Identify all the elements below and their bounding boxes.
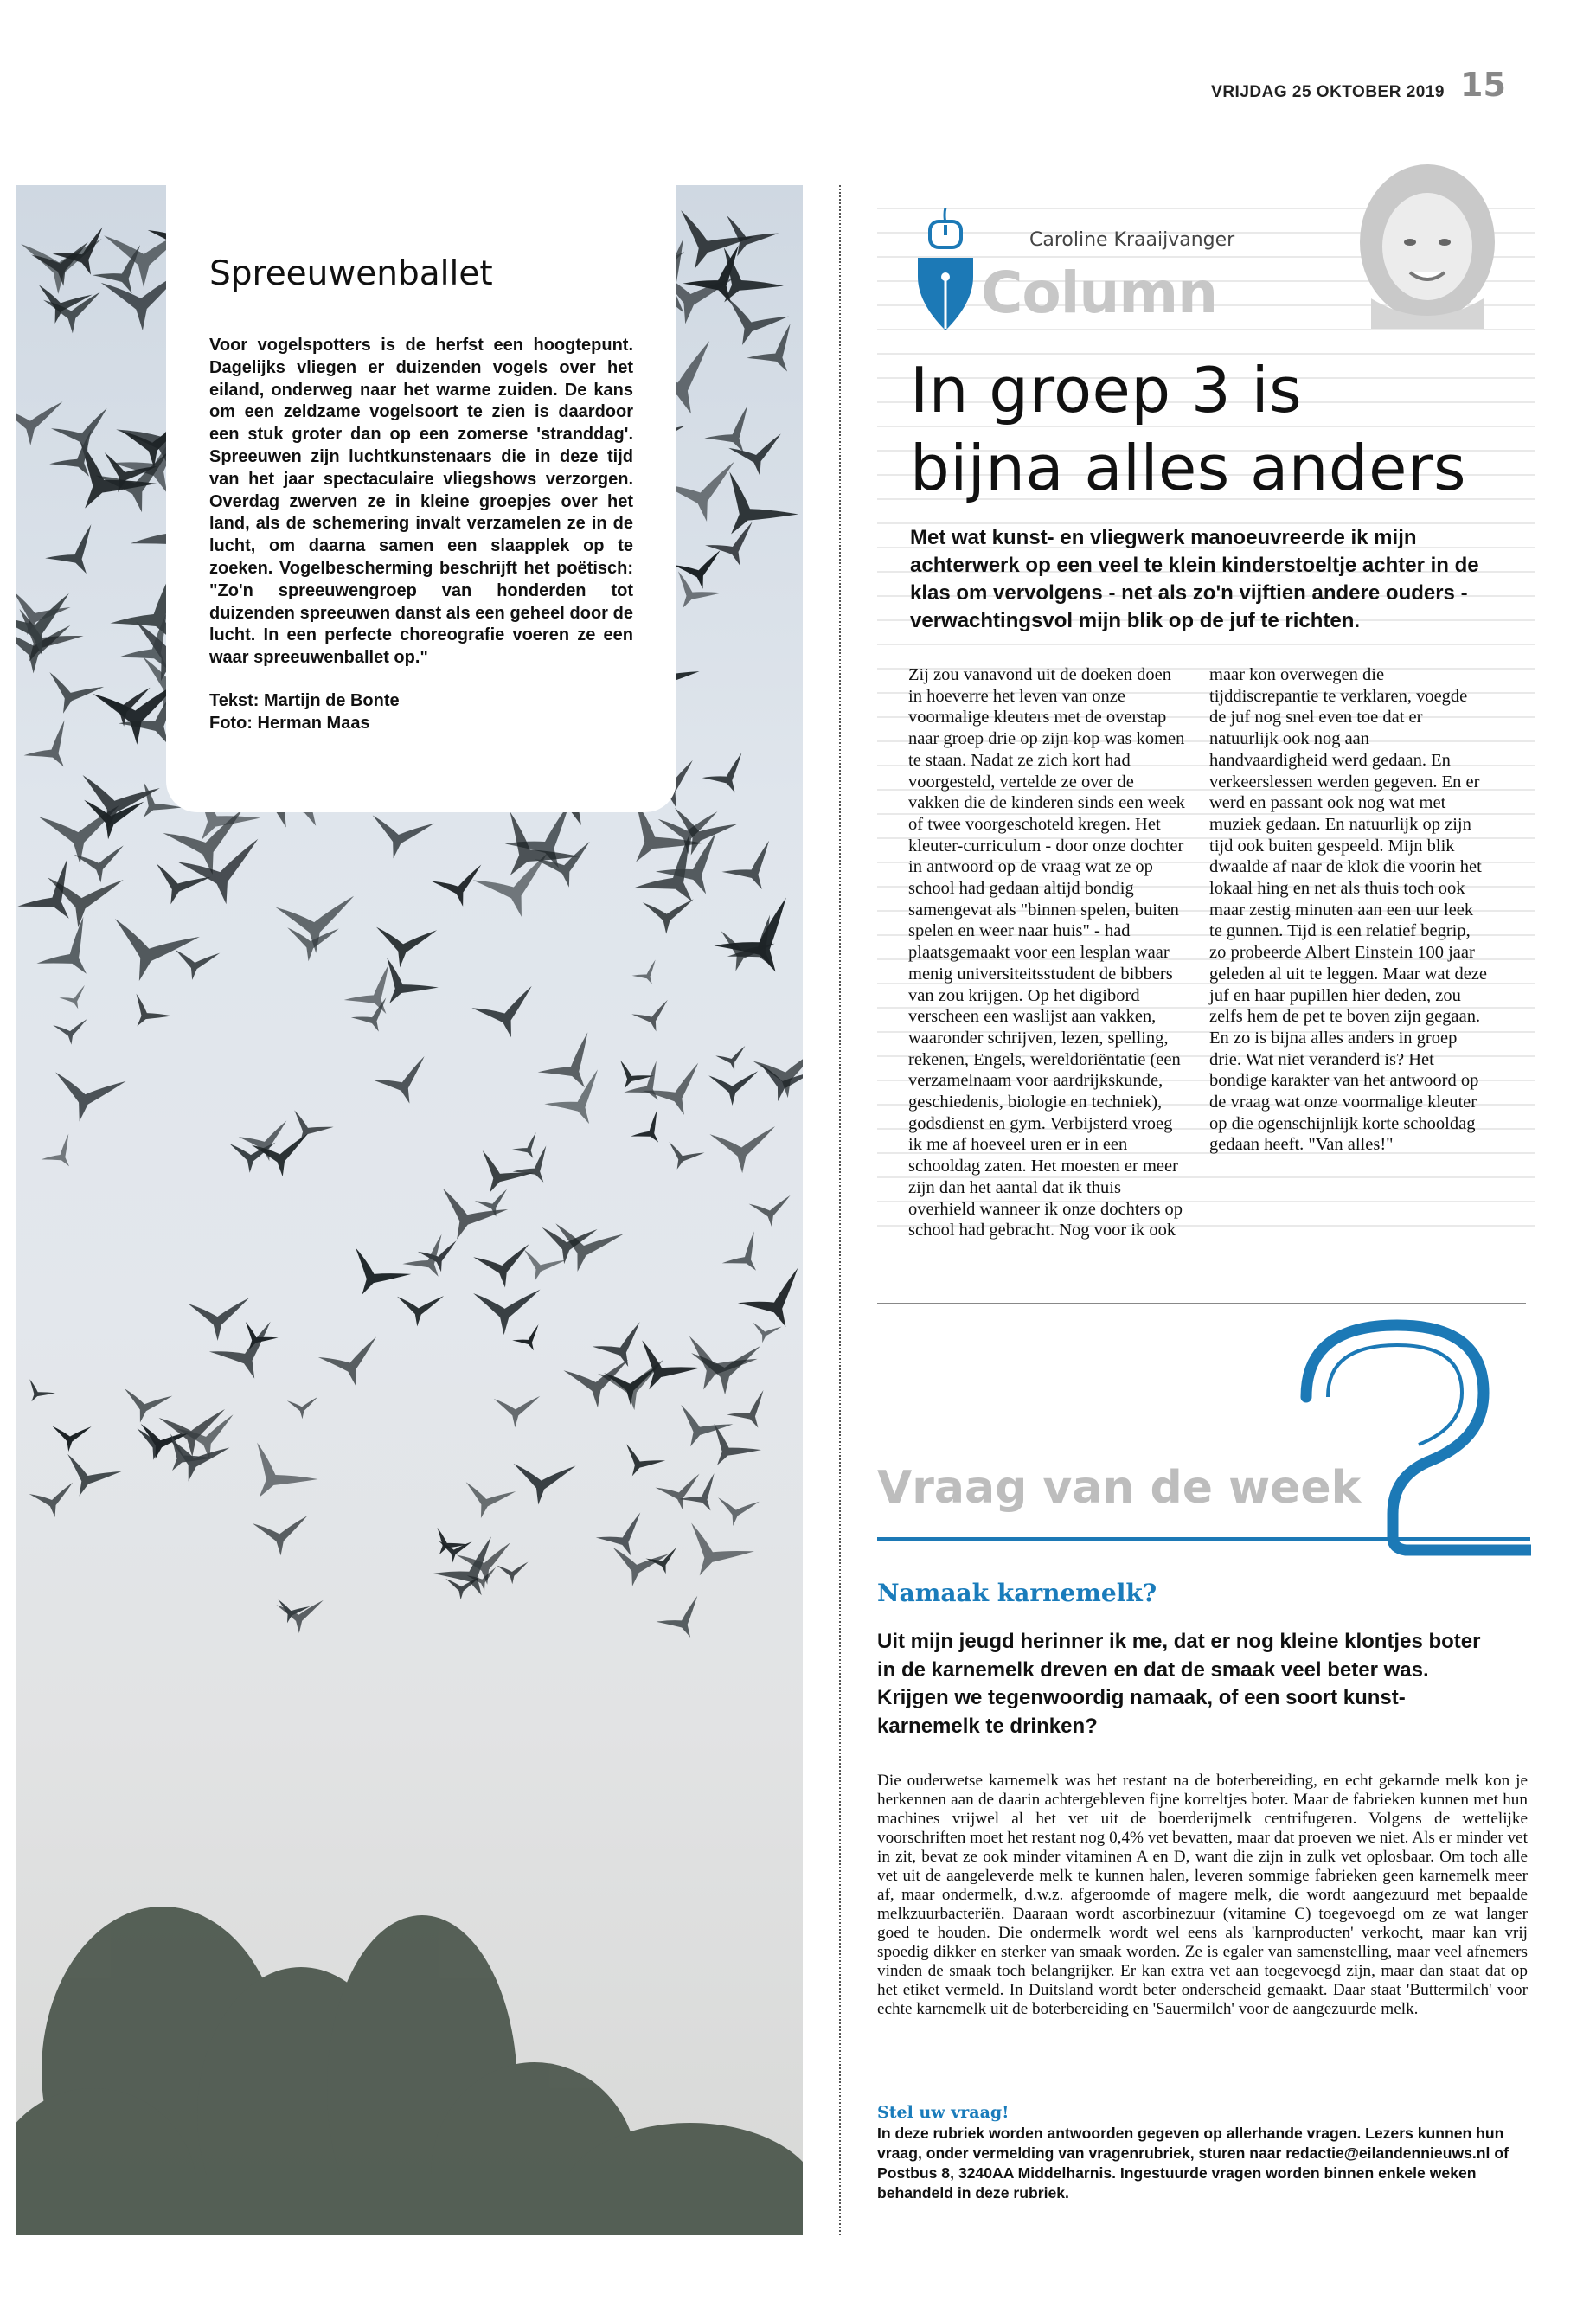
bird-silhouette bbox=[430, 865, 490, 913]
bird-silhouette bbox=[642, 898, 694, 934]
bird-silhouette bbox=[42, 524, 112, 587]
bird-silhouette bbox=[50, 1423, 92, 1454]
column-lead: Met wat kunst- en vliegwerk manoeuvreerde ik mijn achterwerk op een veel te klein kinderstoeltje achter in de klas om vervolgens - net als zo'n vijftien andere ouders - verwachtingsvol mijn blik op de juf te richten. bbox=[910, 526, 1479, 632]
bird-silhouette bbox=[670, 1517, 753, 1593]
bird-silhouette bbox=[701, 753, 757, 803]
bird-silhouette bbox=[238, 1120, 295, 1166]
bird-silhouette bbox=[546, 1218, 624, 1280]
author-portrait bbox=[1349, 160, 1505, 329]
answer-text: Die ouderwetse karnemelk was het restant na de boterbereiding, en echt gekarnde melk kon je herkennen aan de daarin achtergebleven fijne korreltjes boter. Maar de fabrieken kunnen met hun machines vrijwel al het vet uit de boerderijmelk centrifugeren. Volgens de wettelijke voorschriften moet het restant nog 0,4% vet bevatten, maar dat proeven we niet. Als er minder vet in zit, bevat ze ook minder vitaminen A en D, want die zijn in zulk vet oplosbaar. Om toch alle vet uit de aangeleverde melk te kunnen halen, leveren sommige fabrieken geen karnemelk meer af, maar ondermelk, d.w.z. afgeroomde of magere melk, die wordt aangezuurd met bepaalde melkzuurbacteriën. Daaraan wordt ascorbinezuur (vitamine C) toegevoegd om ze wat langer goed te houden. Die ondermelk wordt wel eens als 'karnproducten' verkocht, maar kan vrij spoedig dikker en sterker van smaak worden. Ze is egaler van samenstelling, maar veel afnemers vinden de smaak toch belangrijker. Er kan extra vet aan toegevoegd zijn, maar dan staat dat op het etiket vermeld. In Duitsland wordt beter onderscheid gemaakt. Daar staat 'Buttermilch' voor echte karnemelk uit de boterbereiding en 'Sauermilch' voor de aangezuurde melk. bbox=[877, 1772, 1528, 2018]
credit-photo: Foto: Herman Maas bbox=[209, 713, 370, 733]
vraag-section-title: Vraag van de week bbox=[877, 1462, 1362, 1514]
bird-silhouette bbox=[232, 1438, 318, 1519]
bird-silhouette bbox=[395, 1292, 444, 1328]
bird-silhouette bbox=[735, 1268, 803, 1342]
bird-silhouette bbox=[715, 293, 789, 357]
bird-silhouette bbox=[275, 896, 356, 955]
bird-silhouette bbox=[709, 1126, 777, 1174]
page-number: 15 bbox=[1460, 66, 1506, 104]
bird-silhouette bbox=[38, 668, 104, 724]
bird-silhouette bbox=[20, 1377, 55, 1410]
bird-silhouette bbox=[677, 1473, 730, 1522]
stel-uw-vraag-text: In deze rubriek worden antwoorden gegeven op allerhande vragen. Lezers kunnen hun vraag, onder vermelding van vragenrubriek, sturen naar redactie@eilandennieuws.nl of Postbus 8, 3240AA Middelharnis. Ingestuurde vragen worden binnen enkele weken behandeld in deze rubriek. bbox=[877, 2125, 1509, 2202]
bird-silhouette bbox=[748, 1195, 793, 1229]
bird-silhouette bbox=[417, 1240, 462, 1276]
bird-silhouette bbox=[662, 803, 737, 867]
bird-silhouette bbox=[121, 990, 172, 1039]
bird-silhouette bbox=[401, 1234, 460, 1290]
bird-silhouette bbox=[654, 1596, 713, 1648]
bird-silhouette bbox=[502, 803, 594, 885]
headline-line-2: bijna alles anders bbox=[910, 432, 1467, 504]
bird-silhouette bbox=[371, 922, 437, 972]
bird-silhouette bbox=[725, 1390, 778, 1438]
bird-silhouette bbox=[497, 1562, 529, 1585]
bird-silhouette bbox=[720, 841, 788, 902]
column-body: Zij zou vanavond uit de doeken doen in hoeverre het leven van onze voormalige kleuters met de overstap naar groep drie op zijn kop was komen te staan. Nadat ze zich kort had voorgesteld, vertelde ze over de vakken die de kinderen sinds een week of twee voorgeschoteld kregen. Het kleuter-curriculum - door onze dochter in antwoord op de vraag wat ze op school had gedaan altijd bondig samengevat als "binnen spelen, buiten spelen en weer naar huis" - had plaatsgemaakt voor een lesplan waar menig universiteitsstudent de bibbers van zou krijgen. Op het digibord verscheen een waslijst aan vakken, waaronder schrijven, lezen, spelling, rekenen, Engels, wereldoriëntatie (een verzamelnaam voor aardrijkskunde, geschiedenis, biologie en techniek), godsdienst en gym. Verbijsterd vroeg ik me af hoeveel uren er in een schooldag zaten. Het moesten er meer zijn dan het aantal dat ik thuis overhield wanneer ik onze dochters op school had gebracht. Nog voor ik ook maar kon overwegen die tijddiscrepantie te verklaren, voegde de juf nog snel even toe dat er natuurlijk ook nog aan handvaardigheid werd gedaan. En verkeerslessen werden gegeven. En er werd en passant ook nog wat met muziek gedaan. En natuurlijk op zijn tijd ook buiten gespeeld. Mijn blik dwaalde af naar de klok die voorin het lokaal hing en net als thuis toch ook maar zestig minuten aan een uur leek te gunnen. Tijd is een relatief begrip, zo probeerde Albert Einstein 100 jaar geleden al uit te leggen. Maar wat deze juf en haar pupillen hier deden, zou zelfs hem de pet te boven zijn gegaan. En zo is bijna alles anders in groep drie. Wat niet veranderd is? Het bondige karakter van het antwoord op de vraag wat onze voormalige kleuter op die ogenschijnlijk korte schooldag gedaan heeft. "Van alles!" bbox=[908, 665, 1488, 1240]
stel-uw-vraag-title: Stel uw vraag! bbox=[877, 2103, 1010, 2122]
bird-silhouette bbox=[715, 1046, 750, 1074]
bird-silhouette bbox=[371, 1056, 438, 1112]
bird-silhouette bbox=[516, 1246, 566, 1288]
bird-silhouette bbox=[720, 1232, 774, 1285]
bird-silhouette bbox=[631, 960, 665, 991]
bird-silhouette bbox=[714, 1494, 760, 1529]
bird-silhouette bbox=[21, 720, 87, 781]
bird-silhouette bbox=[622, 1061, 676, 1113]
bird-silhouette bbox=[364, 810, 434, 865]
bird-silhouette bbox=[33, 917, 112, 994]
bird-silhouette bbox=[510, 1145, 561, 1193]
bird-silhouette bbox=[287, 1397, 318, 1420]
fountain-pen-icon bbox=[911, 208, 980, 333]
bird-silhouette bbox=[317, 1336, 387, 1393]
bird-silhouette bbox=[118, 1385, 172, 1429]
vraag-underline bbox=[877, 1537, 1530, 1541]
section-divider bbox=[877, 1303, 1526, 1304]
bird-silhouette bbox=[471, 986, 543, 1046]
bird-silhouette bbox=[188, 1298, 249, 1341]
bird-silhouette bbox=[661, 1139, 705, 1177]
question-text: Uit mijn jeugd herinner ik me, dat er nog kleine klontjes boter in de karnemelk dreven en dat de smaak veel beter was. Krijgen we tegenwoordig namaak, of een soort kunst-karnemelk te drinken? bbox=[877, 1630, 1481, 1738]
bird-silhouette bbox=[472, 1287, 541, 1336]
sidebar-box bbox=[166, 185, 676, 812]
question-title: Namaak karnemelk? bbox=[877, 1579, 1157, 1607]
bird-silhouette bbox=[591, 1322, 654, 1376]
bird-silhouette bbox=[509, 1458, 575, 1509]
bird-silhouette bbox=[673, 550, 728, 594]
bird-silhouette bbox=[654, 1474, 706, 1516]
bird-silhouette bbox=[176, 839, 269, 912]
column-author: Caroline Kraaijvanger bbox=[1029, 229, 1235, 251]
bird-silhouette bbox=[58, 985, 92, 1014]
bird-silhouette bbox=[337, 1243, 411, 1311]
vertical-divider bbox=[839, 185, 841, 2235]
credit-text: Tekst: Martijn de Bonte bbox=[209, 690, 400, 710]
bird-silhouette bbox=[54, 1450, 122, 1508]
bird-silhouette bbox=[282, 1107, 334, 1153]
bird-silhouette bbox=[606, 1542, 670, 1592]
bird-silhouette bbox=[631, 1000, 676, 1037]
bird-silhouette bbox=[251, 1133, 312, 1179]
bird-silhouette bbox=[710, 898, 803, 992]
bird-silhouette bbox=[426, 1525, 468, 1565]
bird-silhouette bbox=[708, 1071, 758, 1106]
bird-silhouette bbox=[744, 324, 803, 386]
bird-silhouette bbox=[16, 401, 63, 445]
sidebar-title: Spreeuwenballet bbox=[209, 254, 493, 293]
bird-silhouette bbox=[749, 1320, 782, 1346]
bird-silhouette bbox=[629, 1111, 673, 1154]
column-headline bbox=[910, 351, 1516, 507]
sidebar-credits bbox=[209, 690, 633, 735]
bird-silhouette bbox=[53, 1019, 89, 1046]
bird-silhouette bbox=[253, 1516, 310, 1557]
bird-silhouette bbox=[29, 1483, 78, 1521]
bird-silhouette bbox=[753, 1049, 803, 1101]
trees-silhouette bbox=[16, 1907, 803, 2235]
bird-silhouette bbox=[458, 1477, 516, 1525]
bird-silhouette bbox=[171, 946, 220, 984]
bird-silhouette bbox=[39, 1134, 85, 1177]
question-mark-icon bbox=[1289, 1315, 1531, 1566]
bird-silhouette bbox=[535, 1032, 612, 1104]
bird-silhouette bbox=[493, 1394, 540, 1428]
sidebar-text: Voor vogelspotters is de herfst een hoogtepunt. Dagelijks vliegen er duizenden vogels over het eiland, onderweg naar het warme zuiden. De kans om een zeldzame vogelsoort te zien is daardoor een stuk groter dan op een zomerse 'stranddag'. Spreeuwen zijn luchtkunstenaars die in deze tijd van het jaar spectaculaire vliegshows verzorgen. Overdag zwerven ze in kleine groepjes over het land, als de schemering invalt verzamelen ze in de lucht, om daarna samen een slaapplek op te zoeken. Vogelbescherming beschrijft het poëtisch: "Zo'n spreeuwengroep van honderden tot duizenden spreeuwen danst als een geheel door de lucht. In een perfecte choreografie voeren ze een waar spreeuwenballet op." bbox=[209, 336, 633, 668]
bird-silhouette bbox=[614, 1441, 665, 1487]
bird-silhouette bbox=[99, 912, 200, 995]
bird-silhouette bbox=[511, 1324, 548, 1357]
bird-silhouette bbox=[46, 1066, 125, 1129]
issue-date: VRIJDAG 25 OKTOBER 2019 bbox=[1211, 83, 1445, 101]
headline-line-1: In groep 3 is bbox=[910, 354, 1303, 426]
column-label: Column bbox=[981, 260, 1218, 326]
bird-silhouette bbox=[349, 997, 398, 1040]
